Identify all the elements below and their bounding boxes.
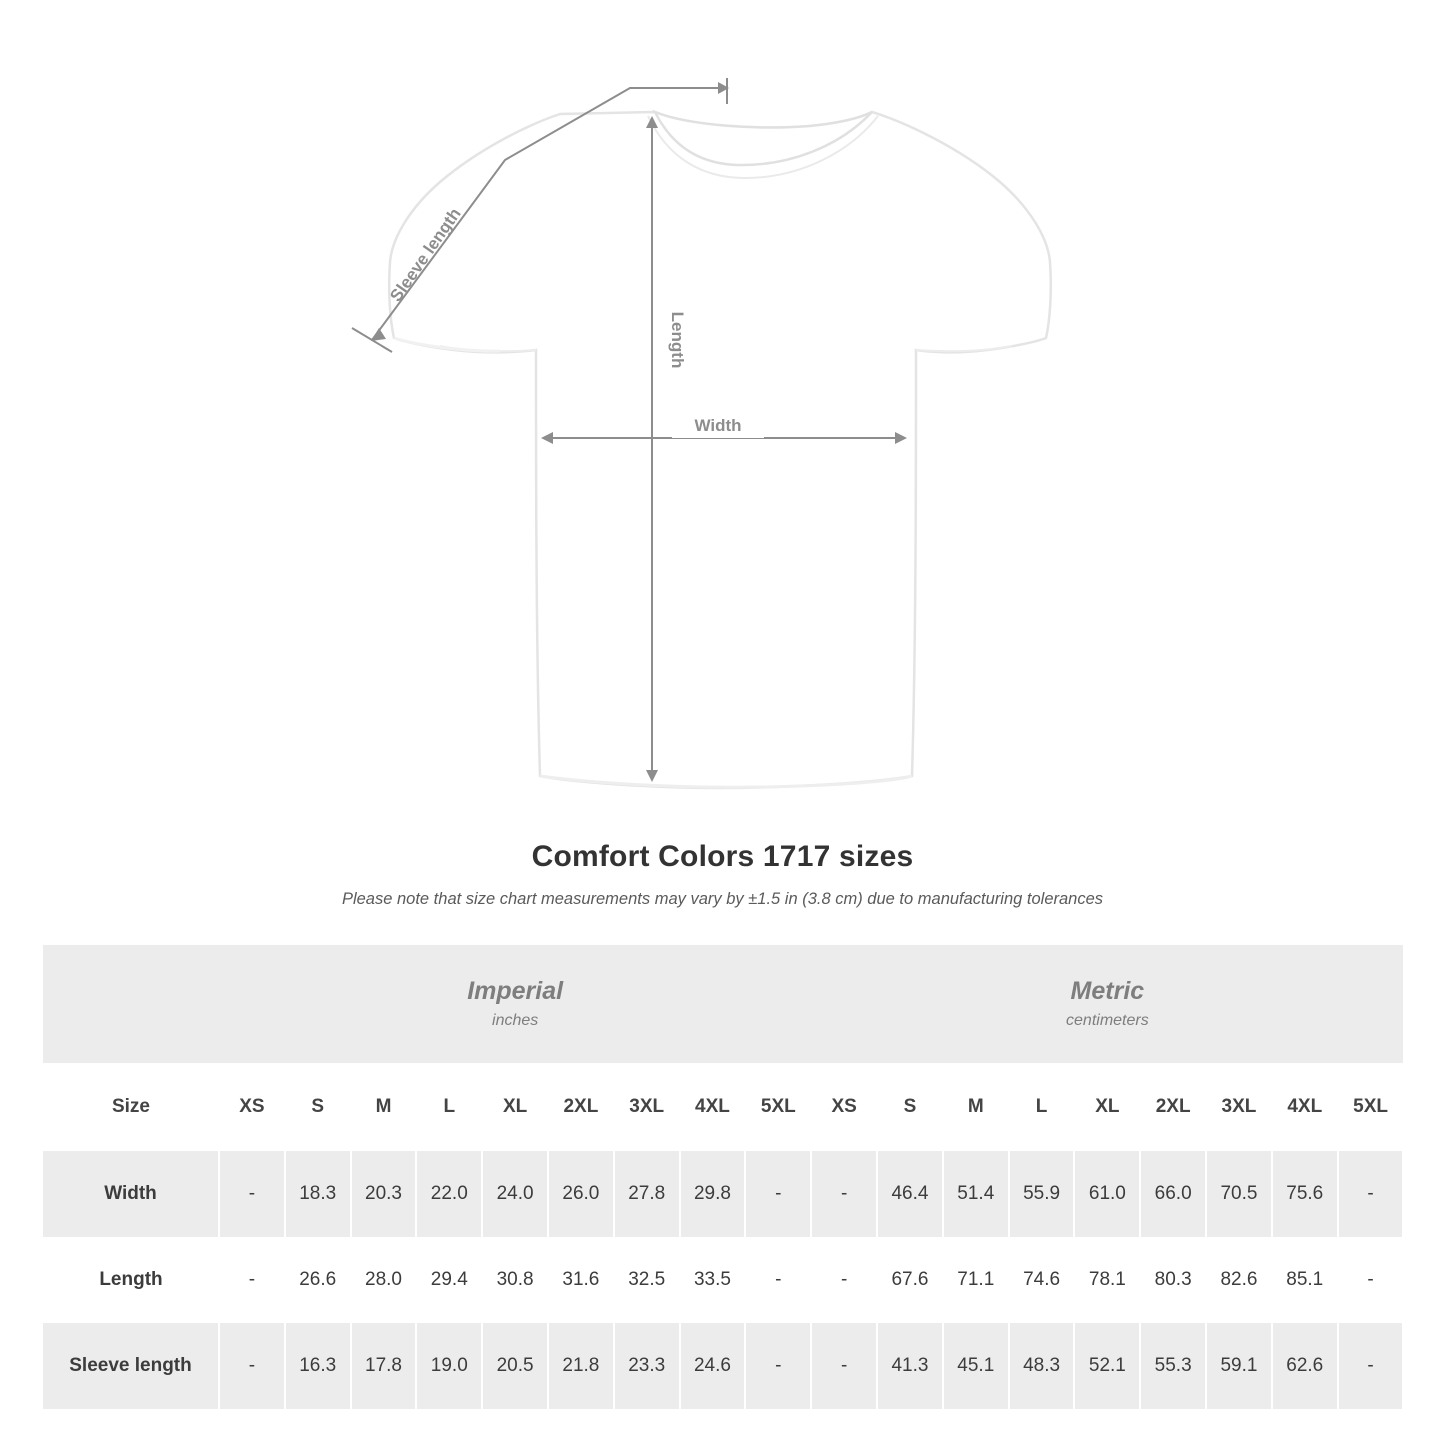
size-header-metric-xl: XL (1074, 1063, 1140, 1151)
cell-sleeve-imperial-2xl: 21.8 (548, 1323, 614, 1409)
cell-sleeve-metric-xl: 52.1 (1074, 1323, 1140, 1409)
size-header-imperial-l: L (416, 1063, 482, 1151)
cell-length-imperial-4xl: 33.5 (680, 1237, 746, 1323)
cell-length-imperial-s: 26.6 (285, 1237, 351, 1323)
cell-sleeve-metric-4xl: 62.6 (1272, 1323, 1338, 1409)
cell-width-imperial-xl: 24.0 (482, 1151, 548, 1237)
cell-length-imperial-3xl: 32.5 (614, 1237, 680, 1323)
cell-sleeve-metric-s: 41.3 (877, 1323, 943, 1409)
cell-width-imperial-m: 20.3 (351, 1151, 417, 1237)
cell-length-metric-2xl: 80.3 (1140, 1237, 1206, 1323)
unit-imperial-sub: inches (492, 1012, 539, 1030)
cell-length-imperial-xs: - (219, 1237, 285, 1323)
table-row (43, 1323, 1403, 1409)
size-header-imperial-2xl: 2XL (548, 1063, 614, 1151)
size-header-imperial-3xl: 3XL (614, 1063, 680, 1151)
size-header-metric-2xl: 2XL (1140, 1063, 1206, 1151)
size-header-metric-xs: XS (811, 1063, 877, 1151)
cell-sleeve-imperial-s: 16.3 (285, 1323, 351, 1409)
cell-length-imperial-xl: 30.8 (482, 1237, 548, 1323)
row-label-sleeve-length: Sleeve length (43, 1323, 219, 1409)
cell-sleeve-metric-5xl: - (1338, 1323, 1404, 1409)
cell-sleeve-imperial-4xl: 24.6 (680, 1323, 746, 1409)
cell-width-imperial-4xl: 29.8 (680, 1151, 746, 1237)
size-header-row (43, 1063, 1403, 1151)
size-header-imperial-xl: XL (482, 1063, 548, 1151)
page-title: Comfort Colors 1717 sizes (531, 840, 914, 873)
cell-sleeve-imperial-3xl: 23.3 (614, 1323, 680, 1409)
cell-width-metric-3xl: 70.5 (1206, 1151, 1272, 1237)
cell-sleeve-metric-l: 48.3 (1009, 1323, 1075, 1409)
size-table-wrapper (43, 945, 1402, 1409)
table-row (43, 1151, 1403, 1237)
cell-width-metric-s: 46.4 (877, 1151, 943, 1237)
size-header-metric-l: L (1009, 1063, 1075, 1151)
cell-length-metric-5xl: - (1338, 1237, 1404, 1323)
cell-length-metric-4xl: 85.1 (1272, 1237, 1338, 1323)
size-header-label: Size (43, 1063, 219, 1151)
cell-length-metric-l: 74.6 (1009, 1237, 1075, 1323)
unit-imperial-name: Imperial (467, 976, 564, 1005)
size-header-imperial-5xl: 5XL (745, 1063, 811, 1151)
size-table (43, 945, 1404, 1409)
cell-width-metric-m: 51.4 (943, 1151, 1009, 1237)
cell-width-metric-2xl: 66.0 (1140, 1151, 1206, 1237)
size-header-metric-m: M (943, 1063, 1009, 1151)
size-header-imperial-xs: XS (219, 1063, 285, 1151)
unit-metric-name: Metric (1070, 976, 1145, 1005)
sleeve-length-label: Sleeve length (386, 204, 465, 306)
cell-length-metric-xl: 78.1 (1074, 1237, 1140, 1323)
cell-width-metric-xl: 61.0 (1074, 1151, 1140, 1237)
size-header-imperial-s: S (285, 1063, 351, 1151)
width-label: Width (694, 416, 742, 435)
size-header-metric-3xl: 3XL (1206, 1063, 1272, 1151)
cell-width-metric-l: 55.9 (1009, 1151, 1075, 1237)
size-header-metric-4xl: 4XL (1272, 1063, 1338, 1151)
cell-length-metric-s: 67.6 (877, 1237, 943, 1323)
row-label-width: Width (43, 1151, 219, 1237)
cell-sleeve-metric-xs: - (811, 1323, 877, 1409)
cell-width-imperial-xs: - (219, 1151, 285, 1237)
cell-length-imperial-l: 29.4 (416, 1237, 482, 1323)
table-row (43, 1237, 1403, 1323)
unit-header-row (43, 945, 1403, 1063)
size-header-metric-s: S (877, 1063, 943, 1151)
cell-width-metric-5xl: - (1338, 1151, 1404, 1237)
unit-metric-sub: centimeters (1066, 1012, 1149, 1030)
cell-length-metric-xs: - (811, 1237, 877, 1323)
size-header-imperial-m: M (351, 1063, 417, 1151)
cell-width-imperial-5xl: - (745, 1151, 811, 1237)
cell-length-metric-3xl: 82.6 (1206, 1237, 1272, 1323)
cell-sleeve-metric-m: 45.1 (943, 1323, 1009, 1409)
cell-sleeve-metric-3xl: 59.1 (1206, 1323, 1272, 1409)
cell-sleeve-imperial-5xl: - (745, 1323, 811, 1409)
cell-width-metric-4xl: 75.6 (1272, 1151, 1338, 1237)
cell-sleeve-imperial-xs: - (219, 1323, 285, 1409)
cell-width-imperial-s: 18.3 (285, 1151, 351, 1237)
cell-width-imperial-l: 22.0 (416, 1151, 482, 1237)
size-header-imperial-4xl: 4XL (680, 1063, 746, 1151)
tolerance-note: Please note that size chart measurements may vary by ±1.5 in (3.8 cm) due to manufacturing tolerances (341, 890, 1104, 908)
cell-length-imperial-2xl: 31.6 (548, 1237, 614, 1323)
cell-sleeve-metric-2xl: 55.3 (1140, 1323, 1206, 1409)
title-block (0, 840, 1445, 909)
cell-sleeve-imperial-l: 19.0 (416, 1323, 482, 1409)
unit-group-imperial (219, 945, 811, 1063)
tshirt-shape (389, 112, 1051, 788)
unit-group-metric (811, 945, 1403, 1063)
cell-width-imperial-2xl: 26.0 (548, 1151, 614, 1237)
unit-row-spacer (43, 945, 219, 1063)
cell-width-imperial-3xl: 27.8 (614, 1151, 680, 1237)
cell-sleeve-imperial-m: 17.8 (351, 1323, 417, 1409)
cell-length-metric-m: 71.1 (943, 1237, 1009, 1323)
cell-sleeve-imperial-xl: 20.5 (482, 1323, 548, 1409)
cell-length-imperial-m: 28.0 (351, 1237, 417, 1323)
size-header-metric-5xl: 5XL (1338, 1063, 1404, 1151)
row-label-length: Length (43, 1237, 219, 1323)
length-label: Length (668, 311, 687, 369)
cell-width-metric-xs: - (811, 1151, 877, 1237)
cell-length-imperial-5xl: - (745, 1237, 811, 1323)
